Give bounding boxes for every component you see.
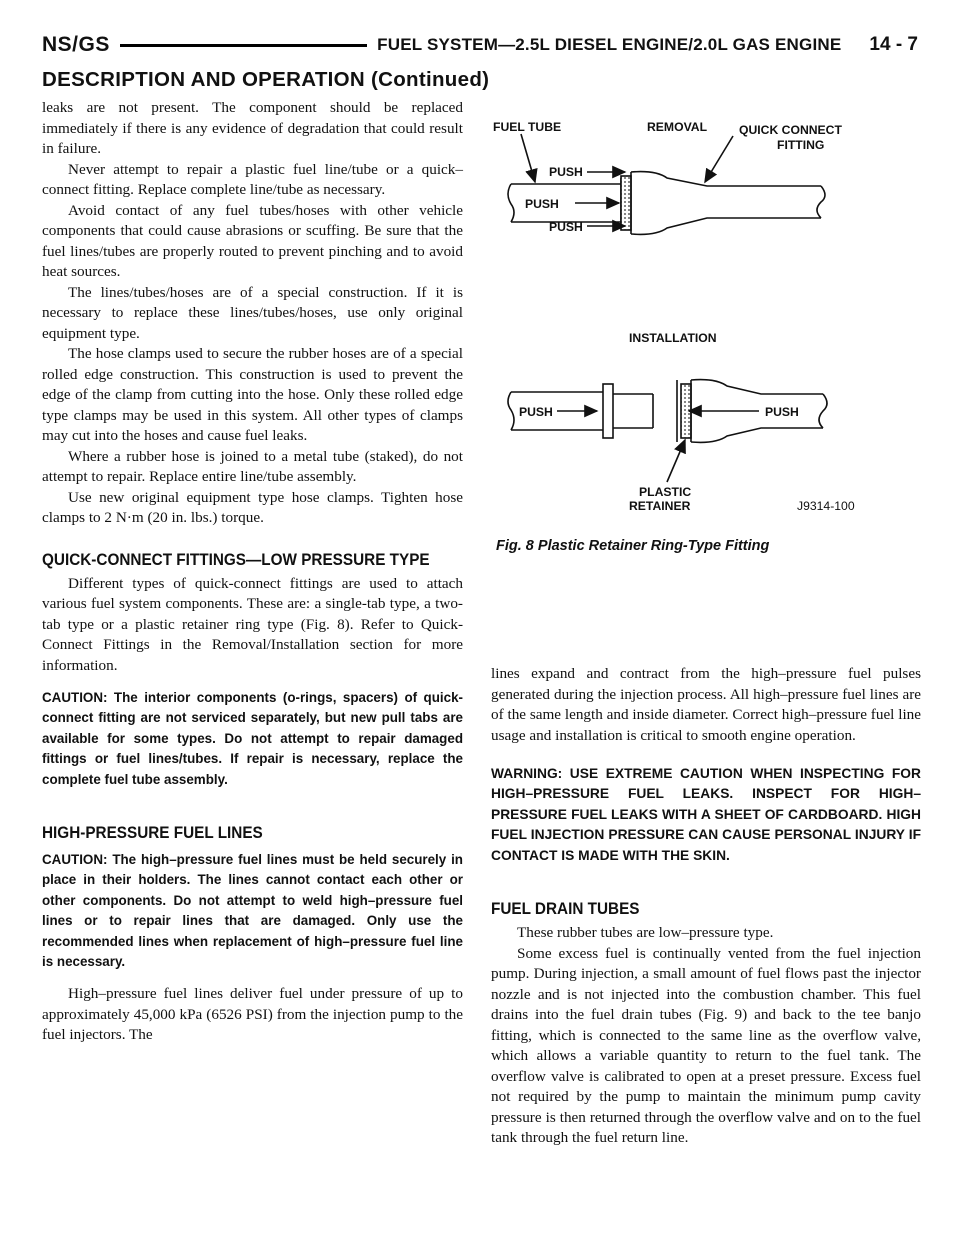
caution-note: CAUTION: The interior components (o-rings, spacers) of quick-connect fitting are not serviced separately, but new pull tabs are available for some types. Do not attempt to repair damaged fittings or fuel lines/tubes. If repair is necessary, replace the complete fuel tube assembly. (42, 690, 463, 787)
label-push: PUSH (549, 165, 583, 179)
label-fitting: FITTING (777, 138, 825, 152)
label-plastic: PLASTIC (639, 485, 692, 499)
paragraph: Different types of quick-connect fittings are used to attach various fuel system components. These are: a single-tab type, a two-tab type or a plastic retainer ring type (Fig. 8). Refer to Quick-Connect Fittings in the Removal/Installation section for more information. (42, 574, 463, 674)
header-title: FUEL SYSTEM—2.5L DIESEL ENGINE/2.0L GAS ENGINE (377, 35, 842, 54)
header-page-number: 14 - 7 (869, 34, 918, 55)
label-quick-connect: QUICK CONNECT (739, 123, 842, 137)
heading-quick-connect: QUICK-CONNECT FITTINGS—LOW PRESSURE TYPE (42, 549, 430, 569)
heading-fuel-drain: FUEL DRAIN TUBES (491, 899, 640, 919)
section-heading: DESCRIPTION AND OPERATION (Continued) (42, 68, 490, 91)
paragraph: The hose clamps used to secure the rubber hoses are of a special rolled edge construction. This construction is used to prevent the edge of the clamp from cutting into the hose. Only these rolled edge type clamps may be used in this system. All other types of clamps may cut into the hoses and cause fuel leaks. (42, 345, 463, 444)
paragraph: leaks are not present. The component should be replaced immediately if there is any evidence of degradation that could result in failure. (42, 99, 463, 157)
paragraph: These rubber tubes are low–pressure type. (517, 924, 774, 942)
figure-8 (491, 104, 921, 536)
warning-note: WARNING: USE EXTREME CAUTION WHEN INSPECTING FOR HIGH–PRESSURE FUEL LEAKS. INSPECT FOR HIGH–PRESSURE FUEL LEAKS WITH A SHEET OF CARDBOARD. HIGH FUEL INJECTION PRESSURE CAN CAUSE PERSONAL INJURY IF CONTACT IS MADE WITH THE SKIN. (491, 766, 921, 863)
caution-note: CAUTION: The high–pressure fuel lines must be held securely in place in their holders. The lines cannot contact each other or other components. Do not attempt to weld high–pressure fuel lines or to repair lines that are damaged. Only use the recommended lines when replacement of high–pressure fuel line is necessary. (42, 852, 463, 970)
heading-high-pressure: HIGH-PRESSURE FUEL LINES (42, 823, 263, 843)
header-rule (120, 44, 367, 47)
page-header (42, 30, 918, 60)
paragraph: Never attempt to repair a plastic fuel line/tube or a quick–connect fitting. Replace complete line/tube as necessary. (42, 160, 463, 198)
label-removal: REMOVAL (647, 120, 708, 134)
paragraph: High–pressure fuel lines deliver fuel under pressure of up to approximately 45,000 kPa (6526 PSI) from the injection pump to the fuel injectors. The (42, 985, 463, 1044)
paragraph: Avoid contact of any fuel tubes/hoses with other vehicle components that could cause abrasions or scuffing. Be sure that the fuel lines/tubes are properly routed to prevent pinching and to avoid heat sources. (42, 201, 463, 280)
paragraph: lines expand and contract from the high–pressure fuel pulses generated during the injection process. All high–pressure fuel lines are of the same length and inside diameter. Correct high–pressure fuel line usage and installation is critical to smooth engine operation. (491, 665, 921, 744)
label-push: PUSH (519, 405, 553, 419)
header-model: NS/GS (42, 33, 110, 56)
fitting-diagram (491, 104, 921, 536)
paragraph: Where a rubber hose is joined to a metal tube (staked), do not attempt to repair. Replace entire line/tube assembly. (42, 447, 463, 485)
left-column (42, 98, 463, 1046)
right-column (491, 664, 921, 1149)
paragraph: The lines/tubes/hoses are of a special construction. If it is necessary to replace these lines/tubes/hoses, use only original equipment type. (42, 283, 463, 342)
figure-code: J9314-100 (797, 499, 855, 513)
label-installation: INSTALLATION (629, 331, 717, 345)
label-push: PUSH (525, 197, 559, 211)
paragraph: Use new original equipment type hose clamps. Tighten hose clamps to 2 N·m (20 in. lbs.) torque. (42, 488, 463, 526)
label-push: PUSH (765, 405, 799, 419)
label-push: PUSH (549, 220, 583, 234)
label-fuel-tube: FUEL TUBE (493, 120, 562, 134)
paragraph: Some excess fuel is continually vented from the fuel injection pump. During injection, a small amount of fuel flows past the injector nozzle and is not injected into the combustion chamber. This fuel drains into the fuel drain tubes (Fig. 9) and back to the tee banjo fitting, which is connected to the same line as the overflow valve, which allows a variable quantity to return to the fuel tank. The overflow valve is calibrated to open at a preset pressure. Excess fuel not required by the pump to maintain the minimum pump cavity pressure is then returned through the overflow valve and on to the fuel tank through the fuel return line. (491, 944, 921, 1147)
label-retainer: RETAINER (629, 499, 691, 513)
figure-caption: Fig. 8 Plastic Retainer Ring-Type Fitting (496, 538, 770, 554)
